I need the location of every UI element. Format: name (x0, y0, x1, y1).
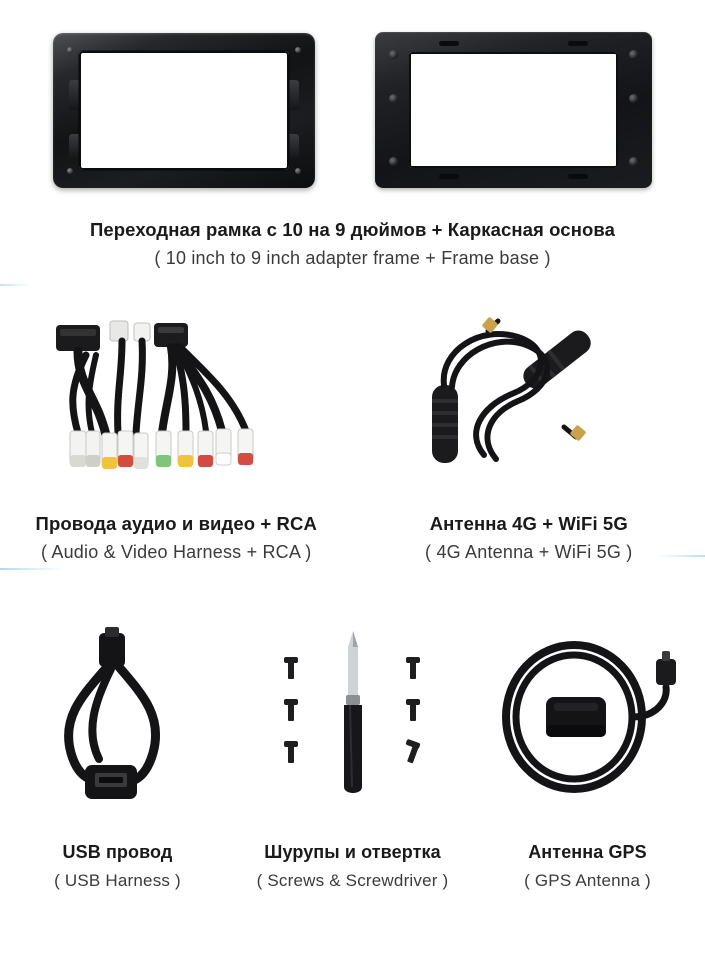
caption-en-adapter-frame: ( 10 inch to 9 inch adapter frame + Frame base ) (154, 248, 551, 269)
caption-screws-screwdriver (235, 841, 470, 892)
frame-base-hole (629, 50, 638, 59)
item-4g-wifi-antenna (353, 313, 705, 565)
item-usb-harness (0, 622, 235, 892)
frame-base-hole (629, 157, 638, 166)
item-screws-screwdriver (235, 622, 470, 892)
antenna-graphic (414, 315, 644, 485)
frame-tab (285, 80, 299, 110)
caption-ru-adapter-frame: Переходная рамка с 10 на 9 дюймов + Каркасная основа (90, 219, 615, 240)
caption-en-4g-wifi-antenna: ( 4G Antenna + WiFi 5G ) (425, 541, 633, 562)
glossy-black-adapter-frame-image (53, 33, 315, 188)
caption-en-gps-antenna: ( GPS Antenna ) (524, 870, 651, 890)
wiring-harness-graphic (26, 315, 326, 485)
usb-cable-graphic (23, 625, 213, 815)
frame-screw-hole (295, 47, 301, 53)
accent-line-left (0, 568, 64, 570)
section-usb-screws-gps (0, 622, 705, 892)
adapter-frame-body (53, 33, 315, 188)
frame-tab (69, 80, 83, 110)
caption-ru-4g-wifi-antenna: Антенна 4G + WiFi 5G (429, 512, 628, 534)
frame-images-row (0, 26, 705, 194)
audio-video-harness-image (0, 313, 353, 488)
usb-cable-image (0, 622, 235, 817)
caption-4g-wifi-antenna (353, 512, 705, 565)
accent-line-top-left (0, 284, 30, 286)
caption-ru-usb-harness: USB провод (62, 842, 173, 863)
frame-base-hole (389, 157, 398, 166)
section-harness-and-antenna (0, 313, 705, 565)
gps-antenna-graphic (488, 625, 688, 815)
screwdriver-graphic (258, 625, 448, 815)
4g-wifi-antenna-image (353, 313, 705, 488)
frame-tab (285, 134, 299, 158)
screws-and-screwdriver-image (235, 622, 470, 817)
accent-line-right (657, 555, 705, 557)
caption-ru-screws-screwdriver: Шурупы и отвертка (264, 842, 441, 863)
frame-tab (69, 134, 83, 158)
gps-antenna-image (470, 622, 705, 817)
frame-base-hole (629, 94, 638, 103)
frame-base-slot (568, 174, 588, 179)
frame-screw-hole (295, 168, 301, 174)
item-audio-video-harness (0, 313, 353, 565)
matte-black-frame-base-image (375, 32, 652, 188)
frame-base-slot (439, 174, 459, 179)
caption-audio-video-harness (0, 512, 353, 565)
frame-base-slot (568, 41, 588, 46)
frame-screw-hole (67, 168, 73, 174)
frame-base-body (375, 32, 652, 188)
caption-ru-gps-antenna: Антенна GPS (528, 842, 647, 863)
frame-base-slot (439, 41, 459, 46)
caption-ru-audio-video-harness: Провода аудио и видео + RCA (35, 512, 317, 534)
section-adapter-frame (0, 0, 705, 271)
caption-en-audio-video-harness: ( Audio & Video Harness + RCA ) (40, 541, 312, 562)
caption-adapter-frame (0, 218, 705, 271)
caption-en-screws-screwdriver: ( Screws & Screwdriver ) (256, 870, 449, 890)
frame-base-hole (389, 50, 398, 59)
item-gps-antenna (470, 622, 705, 892)
frame-screw-hole (67, 47, 73, 53)
caption-en-usb-harness: ( USB Harness ) (54, 870, 181, 890)
caption-usb-harness (0, 841, 235, 892)
caption-gps-antenna (470, 841, 705, 892)
frame-base-hole (389, 94, 398, 103)
